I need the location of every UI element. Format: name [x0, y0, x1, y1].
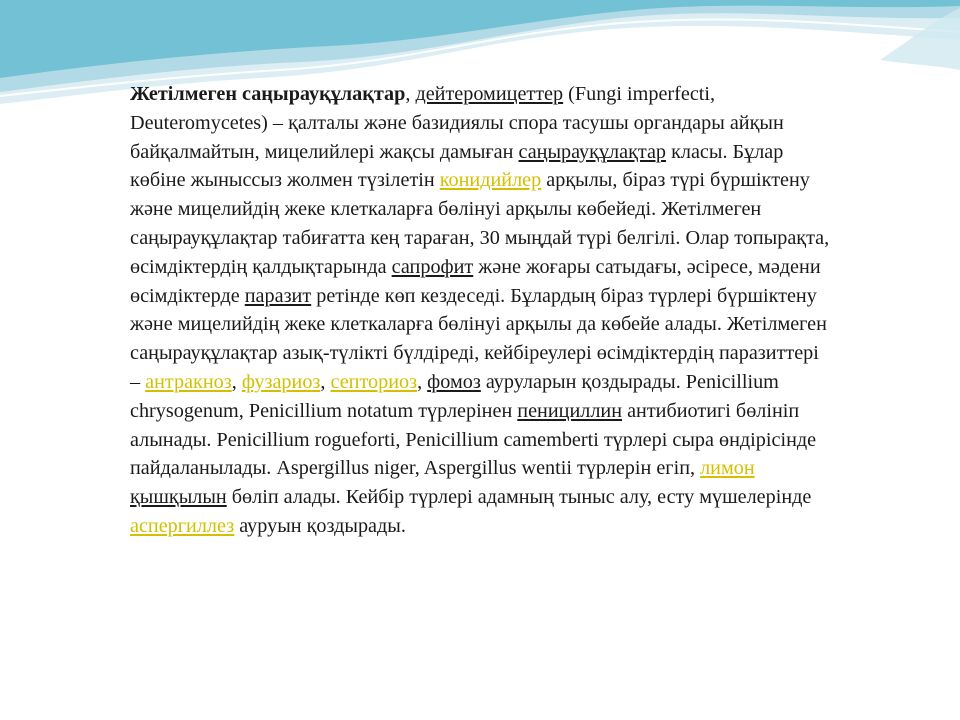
hyperlink[interactable]: қышқылын — [130, 486, 227, 509]
text-run: ауруын қоздырады. — [234, 514, 406, 537]
hyperlink-visited[interactable]: лимон — [700, 457, 755, 480]
text-run: , — [417, 370, 428, 393]
text-run: бөліп алады. Кейбір түрлері адамның тыныс алу, есту мүшелерінде — [226, 486, 812, 509]
slide-body-text — [130, 80, 830, 541]
hyperlink-visited[interactable]: антракноз — [145, 370, 232, 393]
hyperlink-visited[interactable]: конидийлер — [439, 169, 542, 192]
text-run: , — [320, 370, 331, 393]
hyperlink[interactable]: фомоз — [427, 370, 481, 393]
text-run: және жоғары сатыдағы, әсіресе, мәдени өсімдіктерде — [130, 255, 821, 307]
hyperlink-visited[interactable]: фузариоз — [241, 370, 321, 393]
hyperlink[interactable]: пенициллин — [517, 399, 623, 422]
text-run: класы. Бұлар көбіне жыныссыз жолмен түзілетін — [130, 140, 784, 192]
text-run: арқылы, біраз түрі бүршіктену және мицелийдің жеке клеткаларға бөлінуі арқылы көбейеді. Жетілмеген саңырауқұлақтар табиғатта кең тараған, 30 мыңдай түрі белгілі. Олар топырақта, өсімдіктердің қалдықтарында — [130, 169, 830, 278]
hyperlink-visited[interactable]: септориоз — [330, 370, 418, 393]
hyperlink[interactable]: саңырауқұлақтар — [518, 140, 667, 163]
text-run: ауруларын қоздырады. Penicillium chrysogenum, Penicillium notatum түрлерінен — [130, 370, 779, 422]
hyperlink[interactable]: дейтеромицеттер — [415, 83, 564, 105]
hyperlink[interactable]: сапрофит — [391, 255, 474, 278]
hyperlink[interactable]: паразит — [244, 284, 312, 307]
text-run: ретінде көп кездеседі. Бұлардың біраз түрлері бүршіктену және мицелийдің жеке клеткаларға бөлінуі арқылы да көбейе алады. Жетілмеген саңырауқұлақтар азық-түлікті бүлдіреді, кейбіреулері өсімдіктердің паразиттері – — [130, 284, 827, 393]
text-run: антибиотигі бөлініп алынады. Penicillium rogueforti, Penicillium camemberti түрлері сыра өндірісінде пайдаланылады. Aspergillus niger, Aspergillus wentii түрлерін егіп, — [130, 399, 817, 480]
text-run: , — [231, 370, 242, 393]
text-run: , — [405, 83, 416, 105]
bold-term: Жетілмеген саңырауқұлақтар — [130, 83, 406, 105]
hyperlink-visited[interactable]: аспергиллез — [130, 514, 235, 537]
text-run: (Fungi imperfecti, Deuteromycetes) – қалталы және базидиялы спора тасушы органдары айқын байқалмайтын, мицелийлері жақсы дамыған — [130, 83, 784, 163]
